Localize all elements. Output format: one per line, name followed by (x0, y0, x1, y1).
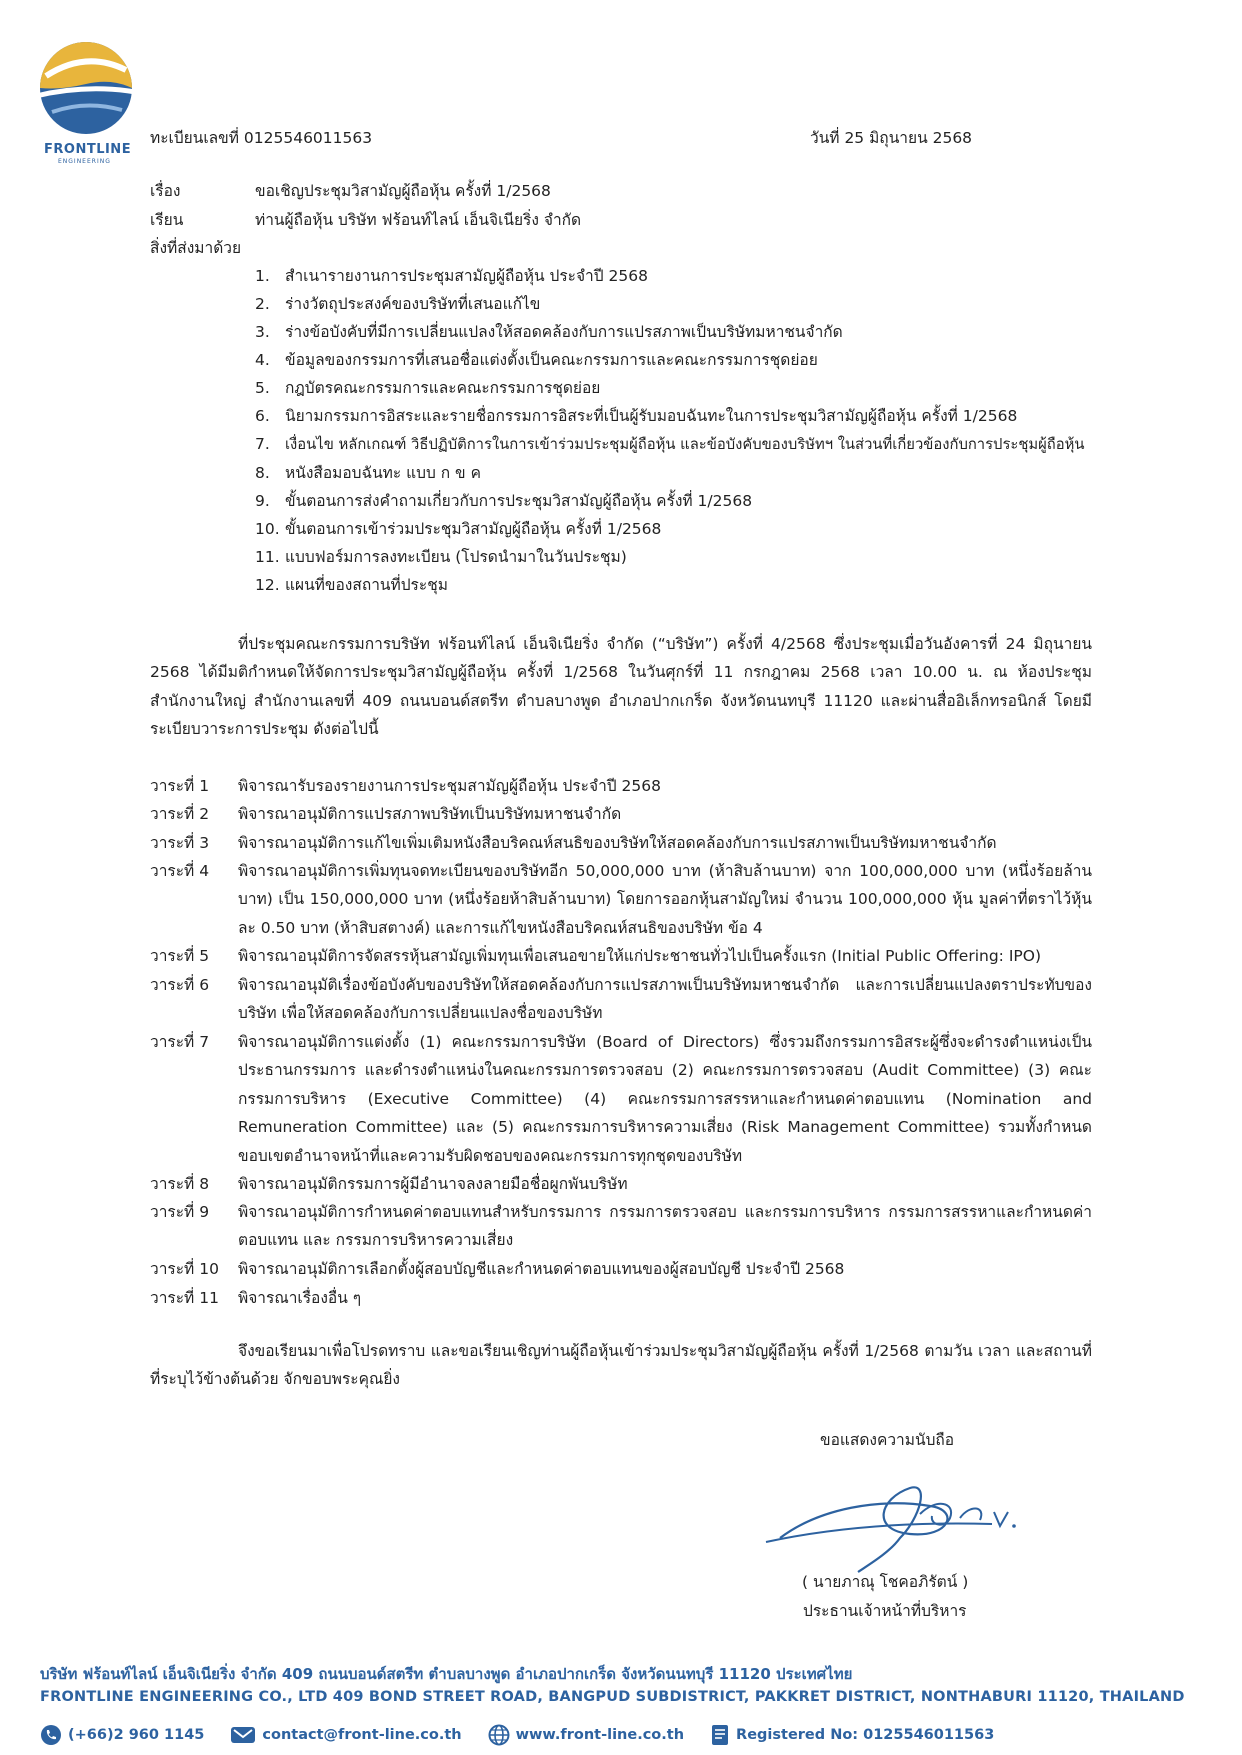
to-label: เรียน (150, 211, 184, 229)
agenda-item: วาระที่ 5 พิจารณาอนุมัติการจัดสรรหุ้นสามัญเพิ่มทุนเพื่อเสนอขายให้แก่ประชาชนทั่วไปเป็นครั้งแรก (Initial Public Offering: IPO) (150, 947, 1041, 965)
to-text: ท่านผู้ถือหุ้น บริษัท ฟร้อนท์ไลน์ เอ็นจิเนียริ่ง จำกัด (255, 211, 582, 229)
footer-email: contact@front-line.co.th (230, 1725, 461, 1745)
agenda-item: วาระที่ 2 พิจารณาอนุมัติการแปรสภาพบริษัทเป็นบริษัทมหาชนจำกัด (150, 805, 622, 823)
footer-registered: Registered No: 0125546011563 (710, 1724, 994, 1746)
attachments-list (255, 262, 1085, 599)
agenda-item: วาระที่ 11 พิจารณาเรื่องอื่น ๆ (150, 1289, 362, 1307)
subject-label: เรื่อง (150, 182, 181, 200)
agenda-item: วาระที่ 3 พิจารณาอนุมัติการแก้ไขเพิ่มเติมหนังสือบริคณห์สนธิของบริษัทให้สอดคล้องกับการแปรสภาพเป็นบริษัทมหาชนจำกัด (150, 834, 997, 852)
list-item: 3. ร่างข้อบังคับที่มีการเปลี่ยนแปลงให้สอดคล้องกับการแปรสภาพเป็นบริษัทมหาชนจำกัด (255, 323, 843, 341)
closing-salutation: ขอแสดงความนับถือ (820, 1431, 955, 1449)
agenda-item: วาระที่ 9 พิจารณาอนุมัติการกำหนดค่าตอบแทนสำหรับกรรมการ กรรมการตรวจสอบ และกรรมการบริหาร กรรมการสรรหาและกำหนดค่าตอบแทน และ กรรมการบริหารความเสี่ยง (150, 1203, 1092, 1250)
agenda-item: วาระที่ 6 พิจารณาอนุมัติเรื่องข้อบังคับของบริษัทให้สอดคล้องกับการแปรสภาพเป็นบริษัทมหาชนจำกัด และการเปลี่ยนแปลงตราประทับของบริษัท เพื่อให้สอดคล้องกับการเปลี่ยนแปลงชื่อของบริษัท (150, 976, 1092, 1023)
intro-paragraph: ที่ประชุมคณะกรรมการบริษัท ฟร้อนท์ไลน์ เอ็นจิเนียริ่ง จำกัด (“บริษัท”) ครั้งที่ 4/2568 ซึ่งประชุมเมื่อวันอังคารที่ 24 มิถุนายน 2568 ได้มีมติกำหนดให้จัดการประชุมวิสามัญผู้ถือหุ้น ครั้งที่ 1/2568 ในวันศุกร์ที่ 11 กรกฎาคม 2568 เวลา 10.00 น. ณ ห้องประชุมสำนักงานใหญ่ สำนักงานเลขที่ 409 ถนนบอนด์สตรีท ตำบลบางพูด อำเภอปากเกร็ด จังหวัดนนทบุรี 11120 และผ่านสื่ออิเล็กทรอนิกส์ โดยมีระเบียบวาระการประชุม ดังต่อไปนี้ (150, 635, 1092, 739)
subject-text: ขอเชิญประชุมวิสามัญผู้ถือหุ้น ครั้งที่ 1/2568 (255, 182, 551, 200)
globe-icon (488, 1724, 510, 1746)
list-item: 6. นิยามกรรมการอิสระและรายชื่อกรรมการอิสระที่เป็นผู้รับมอบฉันทะในการประชุมวิสามัญผู้ถือหุ้น ครั้งที่ 1/2568 (255, 407, 1018, 425)
list-item: 4. ข้อมูลของกรรมการที่เสนอชื่อแต่งตั้งเป็นคณะกรรมการและคณะกรรมการชุดย่อย (255, 351, 818, 369)
signatory-name: ( นายภาณุ โชคอภิรัตน์ ) (802, 1573, 969, 1591)
logo-emblem (26, 30, 146, 150)
signatory-title: ประธานเจ้าหน้าที่บริหาร (803, 1602, 967, 1620)
agenda-item: วาระที่ 1 พิจารณารับรองรายงานการประชุมสามัญผู้ถือหุ้น ประจำปี 2568 (150, 777, 661, 795)
list-item: 10. ขั้นตอนการเข้าร่วมประชุมวิสามัญผู้ถือหุ้น ครั้งที่ 1/2568 (255, 520, 662, 538)
agenda-item: วาระที่ 10 พิจารณาอนุมัติการเลือกตั้งผู้สอบบัญชีและกำหนดค่าตอบแทนของผู้สอบบัญชี ประจำปี 2568 (150, 1260, 845, 1278)
footer-address-th: บริษัท ฟร้อนท์ไลน์ เอ็นจิเนียริ่ง จำกัด 409 ถนนบอนด์สตรีท ตำบลบางพูด อำเภอปากเกร็ด จังหวัดนนทบุรี 11120 ประเทศไทย (40, 1665, 853, 1683)
footer-address-en: FRONTLINE ENGINEERING CO., LTD 409 BOND STREET ROAD, BANGPUD SUBDISTRICT, PAKKRET DISTRICT, NONTHABURI 11120, THAILAND (40, 1689, 1185, 1705)
agenda-item: วาระที่ 4 พิจารณาอนุมัติการเพิ่มทุนจดทะเบียนของบริษัทอีก 50,000,000 บาท (ห้าสิบล้านบาท) จาก 100,000,000 บาท (หนึ่งร้อยล้านบาท) เป็น 150,000,000 บาท (หนึ่งร้อยห้าสิบล้านบาท) โดยการออกหุ้นสามัญใหม่ จำนวน 100,000,000 หุ้น มูลค่าที่ตราไว้หุ้นละ 0.50 บาท (ห้าสิบสตางค์) และการแก้ไขหนังสือบริคณห์สนธิของบริษัท ข้อ 4 (150, 862, 1092, 937)
list-item: 7. เงื่อนไข หลักเกณฑ์ วิธีปฏิบัติการในการเข้าร่วมประชุมผู้ถือหุ้น และข้อบังคับของบริษัทฯ ในส่วนที่เกี่ยวข้องกับการประชุมผู้ถือหุ้น (255, 435, 1085, 453)
list-item: 2. ร่างวัตถุประสงค์ของบริษัทที่เสนอแก้ไข (255, 295, 541, 313)
list-item: 1. สำเนารายงานการประชุมสามัญผู้ถือหุ้น ประจำปี 2568 (255, 267, 648, 285)
footer-phone: (+66)2 960 1145 (40, 1724, 204, 1746)
closing-paragraph: จึงขอเรียนมาเพื่อโปรดทราบ และขอเรียนเชิญท่านผู้ถือหุ้นเข้าร่วมประชุมวิสามัญผู้ถือหุ้น ครั้งที่ 1/2568 ตามวัน เวลา และสถานที่ที่ระบุไว้ข้างต้นด้วย จักขอบพระคุณยิ่ง (150, 1342, 1092, 1389)
document-icon (710, 1724, 730, 1746)
attachments-label: สิ่งที่ส่งมาด้วย (150, 239, 242, 257)
list-item: 8. หนังสือมอบฉันทะ แบบ ก ข ค (255, 464, 481, 482)
agenda-item: วาระที่ 7 พิจารณาอนุมัติการแต่งตั้ง (1) คณะกรรมการบริษัท (Board of Directors) ซึ่งรวมถึงกรรมการอิสระผู้ซึ่งจะดำรงตำแหน่งเป็นประธานกรรมการ และดำรงตำแหน่งในคณะกรรมการตรวจสอบ (2) คณะกรรมการตรวจสอบ (Audit Committee) (3) คณะกรรมการบริหาร (Executive Committee) (4) คณะกรรมการสรรหาและกำหนดค่าตอบแทน (Nomination and Remuneration Committee) และ (5) คณะกรรมการบริหารความเสี่ยง (Risk Management Committee) รวมทั้งกำหนดขอบเขตอำนาจหน้าที่และความรับผิดชอบของคณะกรรมการทุกชุดของบริษัท (150, 1033, 1092, 1165)
list-item: 9. ขั้นตอนการส่งคำถามเกี่ยวกับการประชุมวิสามัญผู้ถือหุ้น ครั้งที่ 1/2568 (255, 492, 753, 510)
company-logo (26, 30, 146, 180)
signature-image (760, 1468, 1020, 1578)
list-item: 11. แบบฟอร์มการลงทะเบียน (โปรดนำมาในวันประชุม) (255, 548, 627, 566)
logo-subtext: ENGINEERING (58, 158, 111, 165)
email-icon (230, 1725, 256, 1745)
registration-number: ทะเบียนเลขที่ 0125546011563 (150, 129, 373, 147)
list-item: 12. แผนที่ของสถานที่ประชุม (255, 576, 448, 594)
logo-text: FRONTLINE (44, 142, 132, 157)
phone-icon (40, 1724, 62, 1746)
agenda-item: วาระที่ 8 พิจารณาอนุมัติกรรมการผู้มีอำนาจลงลายมือชื่อผูกพันบริษัท (150, 1175, 628, 1193)
letter-date: วันที่ 25 มิถุนายน 2568 (810, 129, 973, 147)
footer-website: www.front-line.co.th (488, 1724, 684, 1746)
footer-contacts (40, 1721, 1020, 1749)
list-item: 5. กฎบัตรคณะกรรมการและคณะกรรมการชุดย่อย (255, 379, 601, 397)
